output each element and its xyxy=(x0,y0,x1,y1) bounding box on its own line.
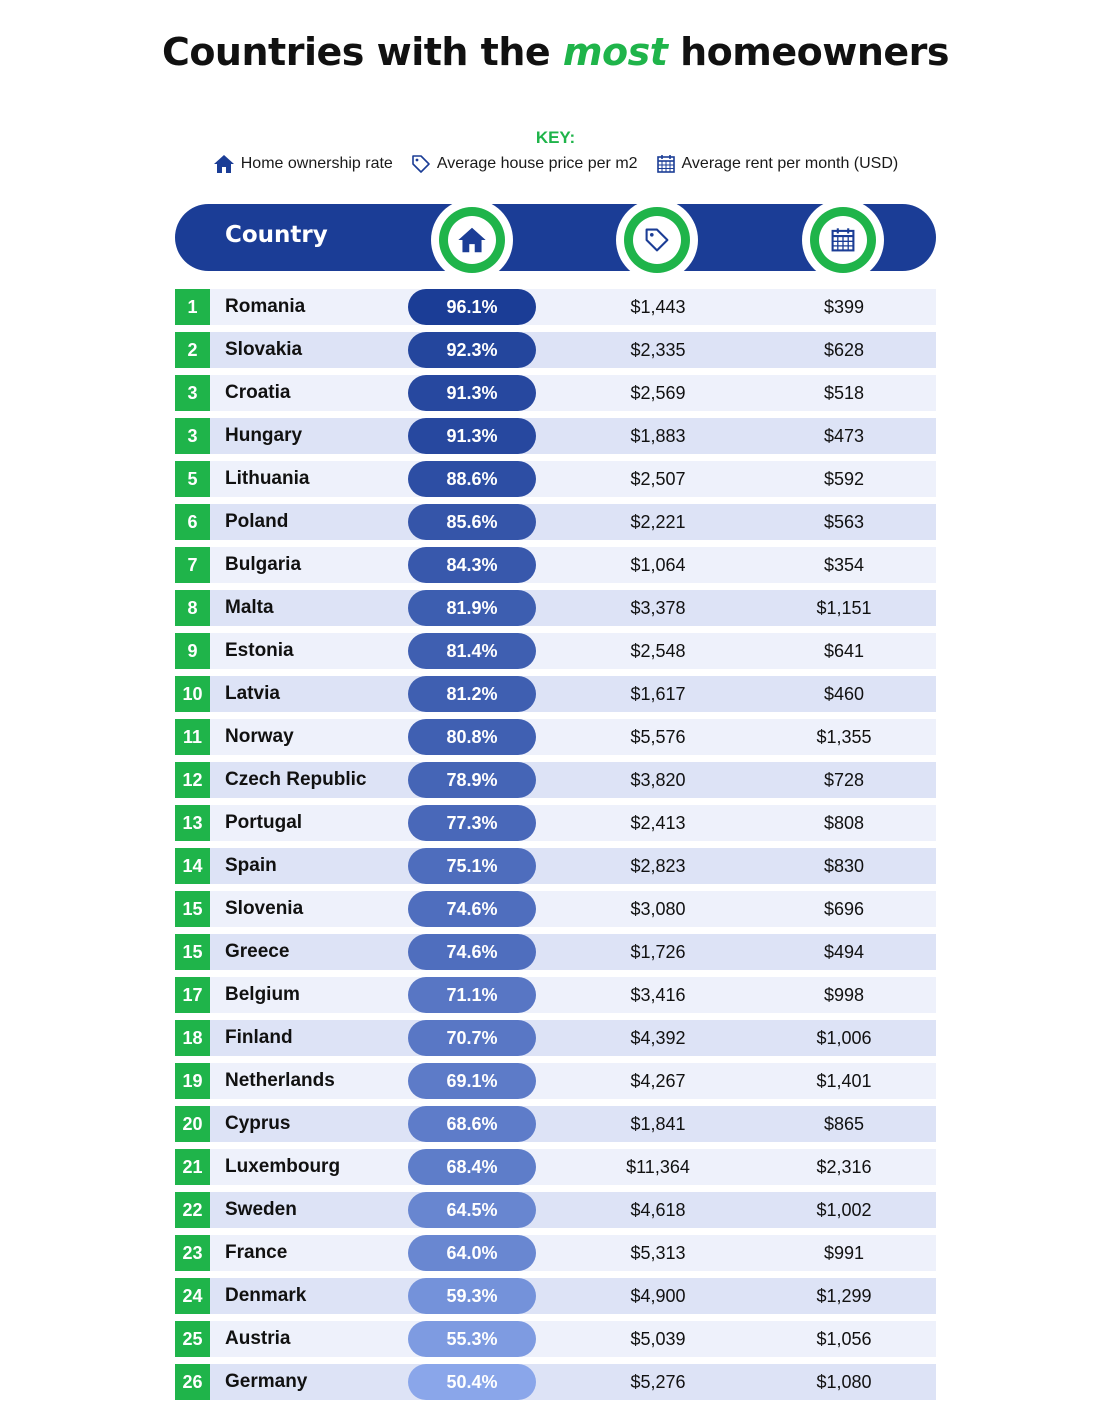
price-tag-icon xyxy=(644,227,670,253)
country-name: Cyprus xyxy=(225,1113,291,1134)
ownership-rate-pill: 74.6% xyxy=(408,891,536,927)
rent-value: $1,056 xyxy=(816,1329,872,1349)
house-price-value: $4,900 xyxy=(630,1286,686,1306)
rent-value: $518 xyxy=(823,383,865,403)
house-price-value: $1,617 xyxy=(630,684,686,704)
ownership-rate-pill: 68.6% xyxy=(408,1106,536,1142)
rent-value: $1,080 xyxy=(816,1372,872,1392)
table-row xyxy=(175,805,936,841)
ownership-rate-pill: 91.3% xyxy=(408,375,536,411)
table-row xyxy=(175,719,936,755)
ownership-rate-pill: 59.3% xyxy=(408,1278,536,1314)
table-row xyxy=(175,375,936,411)
rent-value: $494 xyxy=(823,942,865,962)
rank-badge: 15 xyxy=(175,934,210,970)
rent-value: $998 xyxy=(823,985,865,1005)
ownership-rate-pill: 92.3% xyxy=(408,332,536,368)
table-row xyxy=(175,1106,936,1142)
country-name: Lithuania xyxy=(225,468,310,489)
column-header-rent xyxy=(802,199,884,281)
house-price-value: $1,064 xyxy=(630,555,686,575)
house-price-value: $2,548 xyxy=(630,641,686,661)
column-header-price xyxy=(616,199,698,281)
key-item-price xyxy=(411,154,638,174)
ownership-rate-pill: 55.3% xyxy=(408,1321,536,1357)
rank-badge: 13 xyxy=(175,805,210,841)
key-legend xyxy=(0,154,1111,174)
rent-value: $1,355 xyxy=(816,727,872,747)
house-price-value: $2,221 xyxy=(630,512,686,532)
rent-value: $808 xyxy=(823,813,865,833)
ownership-rate-pill: 91.3% xyxy=(408,418,536,454)
rank-badge: 5 xyxy=(175,461,210,497)
rent-value: $641 xyxy=(823,641,865,661)
country-name: Sweden xyxy=(225,1199,297,1220)
ownership-rate-pill: 84.3% xyxy=(408,547,536,583)
house-price-value: $2,823 xyxy=(630,856,686,876)
rent-value: $1,002 xyxy=(816,1200,872,1220)
table-row xyxy=(175,332,936,368)
rent-value: $1,006 xyxy=(816,1028,872,1048)
country-name: Slovakia xyxy=(225,339,303,360)
house-price-value: $4,267 xyxy=(630,1071,686,1091)
key-item-label: Average rent per month (USD) xyxy=(681,155,899,172)
ownership-rate-pill: 81.4% xyxy=(408,633,536,669)
rent-value: $2,316 xyxy=(816,1157,872,1177)
rank-badge: 10 xyxy=(175,676,210,712)
country-name: Germany xyxy=(225,1371,308,1392)
house-price-value: $3,820 xyxy=(630,770,686,790)
country-name: Spain xyxy=(225,855,277,876)
rent-value: $1,151 xyxy=(816,598,872,618)
rank-badge: 6 xyxy=(175,504,210,540)
house-price-value: $4,392 xyxy=(630,1028,686,1048)
house-price-value: $2,507 xyxy=(630,469,686,489)
rent-value: $830 xyxy=(823,856,865,876)
country-name: Slovenia xyxy=(225,898,304,919)
title-part1: Countries with the xyxy=(161,30,563,74)
table-row xyxy=(175,418,936,454)
country-name: France xyxy=(225,1242,288,1263)
country-name: Malta xyxy=(225,597,274,618)
table-row xyxy=(175,1192,936,1228)
house-price-value: $1,883 xyxy=(630,426,686,446)
column-header-country: Country xyxy=(225,222,328,248)
table-body xyxy=(175,289,936,1407)
ownership-rate-pill: 96.1% xyxy=(408,289,536,325)
key-item-rent xyxy=(656,154,899,174)
ownership-rate-pill: 64.5% xyxy=(408,1192,536,1228)
house-price-value: $5,576 xyxy=(630,727,686,747)
country-name: Austria xyxy=(225,1328,291,1349)
calendar-icon xyxy=(830,227,856,253)
ownership-rate-pill: 81.9% xyxy=(408,590,536,626)
country-name: Finland xyxy=(225,1027,293,1048)
country-name: Norway xyxy=(225,726,294,747)
rank-badge: 9 xyxy=(175,633,210,669)
table-row xyxy=(175,547,936,583)
country-name: Estonia xyxy=(225,640,294,661)
rent-value: $1,401 xyxy=(816,1071,872,1091)
country-name: Portugal xyxy=(225,812,303,833)
country-name: Bulgaria xyxy=(225,554,302,575)
title-highlight: most xyxy=(562,30,668,74)
house-price-value: $5,039 xyxy=(630,1329,686,1349)
key-label: KEY: xyxy=(535,128,576,147)
table-row xyxy=(175,1235,936,1271)
country-name: Czech Republic xyxy=(225,769,367,790)
country-name: Romania xyxy=(225,296,306,317)
house-price-value: $1,726 xyxy=(630,942,686,962)
rank-badge: 23 xyxy=(175,1235,210,1271)
ownership-rate-pill: 77.3% xyxy=(408,805,536,841)
rent-value: $460 xyxy=(823,684,865,704)
table-row xyxy=(175,1063,936,1099)
house-price-value: $2,569 xyxy=(630,383,686,403)
rent-value: $991 xyxy=(823,1243,865,1263)
rent-value: $628 xyxy=(823,340,865,360)
house-icon xyxy=(457,226,487,254)
country-name: Croatia xyxy=(225,382,291,403)
table-row xyxy=(175,1020,936,1056)
rank-badge: 20 xyxy=(175,1106,210,1142)
rent-value: $354 xyxy=(823,555,865,575)
ownership-rate-pill: 74.6% xyxy=(408,934,536,970)
table-row xyxy=(175,504,936,540)
rent-value: $728 xyxy=(823,770,865,790)
rent-value: $1,299 xyxy=(816,1286,872,1306)
table-row xyxy=(175,1278,936,1314)
country-name: Poland xyxy=(225,511,289,532)
ownership-rate-pill: 69.1% xyxy=(408,1063,536,1099)
table-row xyxy=(175,461,936,497)
ownership-rate-pill: 80.8% xyxy=(408,719,536,755)
table-row xyxy=(175,891,936,927)
rank-badge: 3 xyxy=(175,375,210,411)
rank-badge: 3 xyxy=(175,418,210,454)
ownership-rate-pill: 78.9% xyxy=(408,762,536,798)
table-row xyxy=(175,590,936,626)
rank-badge: 21 xyxy=(175,1149,210,1185)
country-name: Belgium xyxy=(225,984,300,1005)
key-item-ownership xyxy=(213,154,393,174)
rank-badge: 15 xyxy=(175,891,210,927)
ownership-rate-pill: 71.1% xyxy=(408,977,536,1013)
ownership-rate-pill: 88.6% xyxy=(408,461,536,497)
table-row xyxy=(175,934,936,970)
rank-badge: 14 xyxy=(175,848,210,884)
house-price-value: $1,841 xyxy=(630,1114,686,1134)
rank-badge: 17 xyxy=(175,977,210,1013)
rent-value: $399 xyxy=(823,297,865,317)
rent-value: $563 xyxy=(823,512,865,532)
ownership-rate-pill: 81.2% xyxy=(408,676,536,712)
country-name: Netherlands xyxy=(225,1070,335,1091)
table-row xyxy=(175,977,936,1013)
country-name: Luxembourg xyxy=(225,1156,341,1177)
rent-value: $473 xyxy=(823,426,865,446)
table-row xyxy=(175,289,936,325)
key-item-label: Average house price per m2 xyxy=(436,155,638,172)
rank-badge: 12 xyxy=(175,762,210,798)
house-price-value: $4,618 xyxy=(630,1200,686,1220)
ownership-rate-pill: 50.4% xyxy=(408,1364,536,1400)
ownership-rate-pill: 70.7% xyxy=(408,1020,536,1056)
rent-value: $696 xyxy=(823,899,865,919)
rank-badge: 25 xyxy=(175,1321,210,1357)
country-name: Denmark xyxy=(225,1285,307,1306)
ownership-rate-pill: 64.0% xyxy=(408,1235,536,1271)
rank-badge: 19 xyxy=(175,1063,210,1099)
ownership-rate-pill: 75.1% xyxy=(408,848,536,884)
table-row xyxy=(175,1364,936,1400)
key-item-label: Home ownership rate xyxy=(240,155,393,172)
house-price-value: $5,313 xyxy=(630,1243,686,1263)
calendar-icon xyxy=(656,154,676,174)
table-row xyxy=(175,762,936,798)
house-price-value: $3,416 xyxy=(630,985,686,1005)
country-name: Latvia xyxy=(225,683,280,704)
table-row xyxy=(175,676,936,712)
column-header-ownership xyxy=(431,199,513,281)
house-icon xyxy=(213,154,235,174)
rent-value: $592 xyxy=(823,469,865,489)
house-price-value: $3,080 xyxy=(630,899,686,919)
rank-badge: 7 xyxy=(175,547,210,583)
rank-badge: 2 xyxy=(175,332,210,368)
house-price-value: $2,335 xyxy=(630,340,686,360)
house-price-value: $11,364 xyxy=(626,1157,690,1177)
rank-badge: 1 xyxy=(175,289,210,325)
ownership-rate-pill: 85.6% xyxy=(408,504,536,540)
country-name: Hungary xyxy=(225,425,303,446)
table-row xyxy=(175,1321,936,1357)
house-price-value: $2,413 xyxy=(630,813,686,833)
price-tag-icon xyxy=(411,154,431,174)
house-price-value: $5,276 xyxy=(630,1372,686,1392)
rank-badge: 8 xyxy=(175,590,210,626)
house-price-value: $1,443 xyxy=(630,297,686,317)
rank-badge: 11 xyxy=(175,719,210,755)
page-title xyxy=(0,30,1111,74)
rent-value: $865 xyxy=(823,1114,865,1134)
ownership-rate-pill: 68.4% xyxy=(408,1149,536,1185)
rank-badge: 26 xyxy=(175,1364,210,1400)
country-name: Greece xyxy=(225,941,290,962)
table-row xyxy=(175,633,936,669)
table-row xyxy=(175,1149,936,1185)
title-part2: homeowners xyxy=(667,30,950,74)
rank-badge: 18 xyxy=(175,1020,210,1056)
rank-badge: 24 xyxy=(175,1278,210,1314)
table-row xyxy=(175,848,936,884)
rank-badge: 22 xyxy=(175,1192,210,1228)
house-price-value: $3,378 xyxy=(630,598,686,618)
